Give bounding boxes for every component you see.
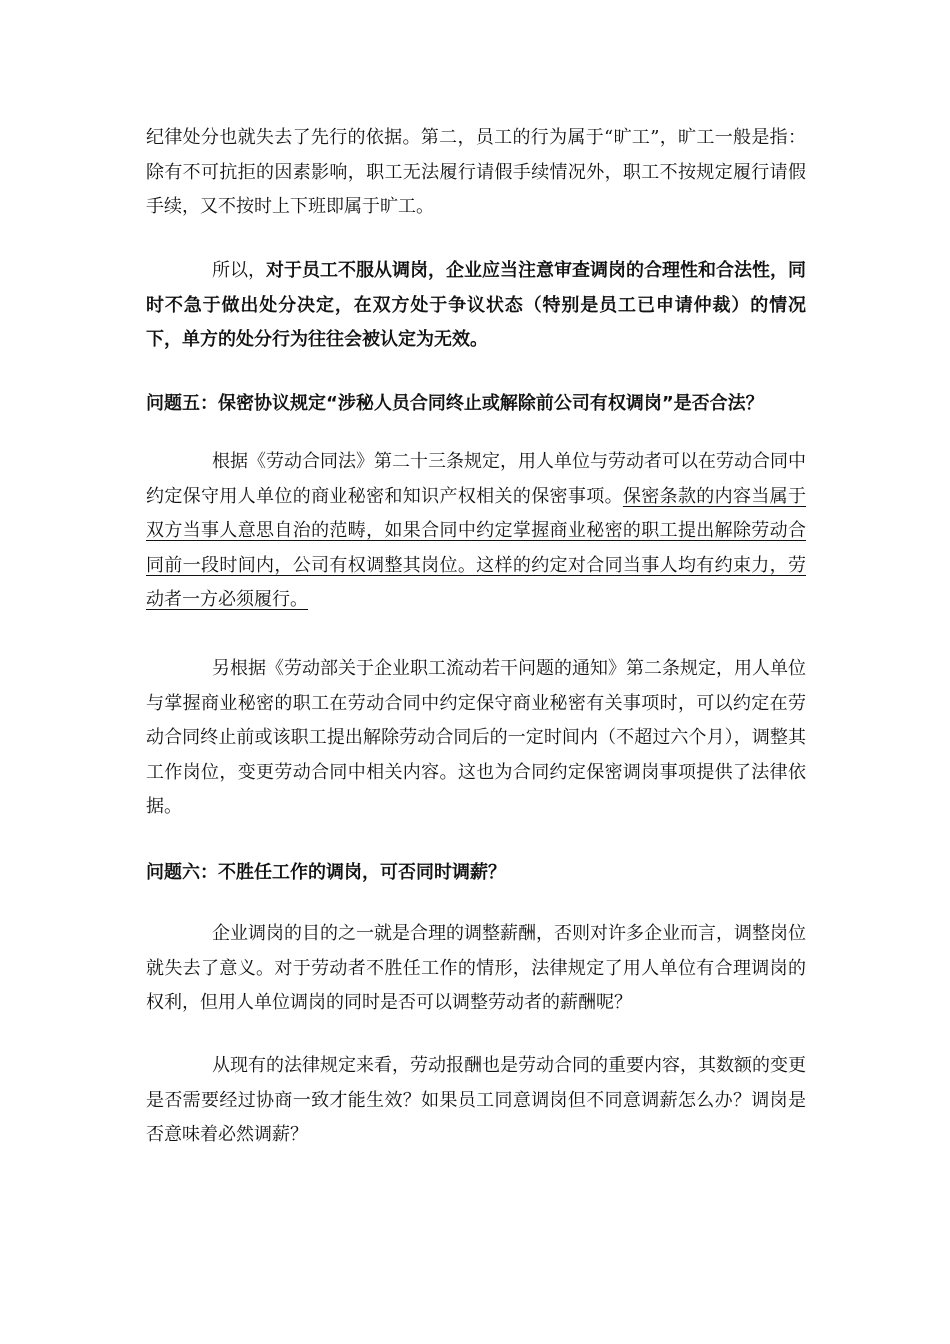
paragraph-labor-contract-law	[146, 445, 806, 618]
paragraph-conclusion	[146, 254, 806, 358]
paragraph-absenteeism: 纪律处分也就失去了先行的依据。第二，员工的行为属于“旷工”，旷工一般是指：除有不可抗拒的因素影响，职工无法履行请假手续情况外，职工不按规定履行请假手续，又不按时上下班即属于旷工。	[146, 127, 806, 217]
paragraph-labor-contract-law-underlined: 保密条款的内容当属于双方当事人意思自治的范畴，如果合同中约定掌握商业秘密的职工提出解除劳动合同前一段时间内，公司有权调整其岗位。这样的约定对合同当事人均有约束力，劳动者一方必须履行。	[146, 485, 807, 610]
paragraph-remuneration: 从现有的法律规定来看，劳动报酬也是劳动合同的重要内容，其数额的变更是否需要经过协商一致才能生效？如果员工同意调岗但不同意调薪怎么办？调岗是否意味着必然调薪？	[146, 1055, 806, 1145]
paragraph-labor-ministry-notice: 另根据《劳动部关于企业职工流动若干问题的通知》第二条规定，用人单位与掌握商业秘密的职工在劳动合同中约定保守商业秘密有关事项时，可以约定在劳动合同终止前或该职工提出解除劳动合同后的一定时间内（不超过六个月），调整其工作岗位，变更劳动合同中相关内容。这也为合同约定保密调岗事项提供了法律依据。	[146, 658, 806, 817]
paragraph-conclusion-lead: 所以，	[212, 260, 266, 281]
heading-question-6: 问题六：不胜任工作的调岗，可否同时调薪？	[146, 862, 506, 883]
paragraph-salary-adjustment: 企业调岗的目的之一就是合理的调整薪酬，否则对许多企业而言，调整岗位就失去了意义。对于劳动者不胜任工作的情形，法律规定了用人单位有合理调岗的权利，但用人单位调岗的同时是否可以调整劳动者的薪酬呢？	[146, 923, 806, 1013]
heading-question-5: 问题五：保密协议规定“涉秘人员合同终止或解除前公司有权调岗”是否合法？	[146, 393, 764, 414]
paragraph-conclusion-bold: 对于员工不服从调岗，企业应当注意审查调岗的合理性和合法性，同时不急于做出处分决定，在双方处于争议状态（特别是员工已申请仲裁）的情况下，单方的处分行为往往会被认定为无效。	[146, 260, 806, 350]
paragraph-labor-contract-law-plain: 根据《劳动合同法》第二十三条规定，用人单位与劳动者可以在劳动合同中约定保守用人单位的商业秘密和知识产权相关的保密事项。	[146, 451, 806, 507]
